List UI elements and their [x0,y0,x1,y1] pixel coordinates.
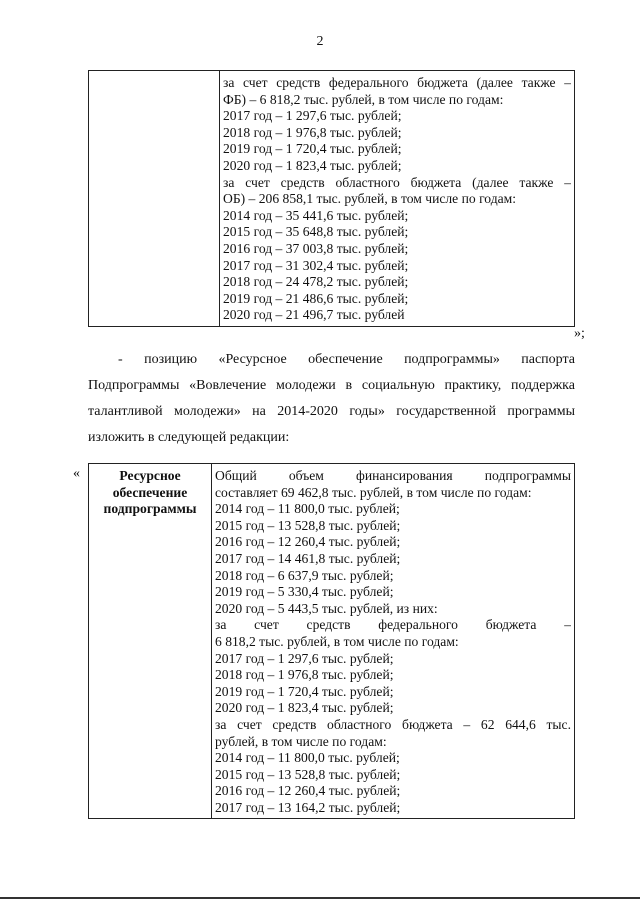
closing-quote-mark: »; [574,326,585,341]
table-line: 2019 год – 21 486,6 тыс. рублей; [223,290,409,306]
table-row [89,71,575,327]
header-line: Ресурсное [119,468,181,483]
funding-table-continued [88,70,575,327]
table-line: 2018 год – 1 976,8 тыс. рублей; [215,667,394,683]
table-line: 6 818,2 тыс. рублей, в том числе по годам: [215,633,459,649]
table-line: 2018 год – 6 637,9 тыс. рублей; [215,567,394,583]
table-line: 2020 год – 1 823,4 тыс. рублей; [215,700,394,716]
table-line: за счет средств федерального бюджета – [215,617,571,633]
amendment-paragraph [88,347,575,451]
table-line: за счет средств федерального бюджета (далее также – [223,75,571,90]
resource-provision-table [88,463,575,819]
paragraph-line: талантливой молодежи» на 2014-2020 годы» государственной программы [88,404,575,419]
table-line: 2020 год – 5 443,5 тыс. рублей, из них: [215,600,438,616]
table-line: 2020 год – 21 496,7 тыс. рублей [223,307,405,323]
table-line: Общий объем финансирования подпрограммы [215,468,571,483]
table-row [89,464,575,819]
table-line: 2018 год – 1 976,8 тыс. рублей; [223,124,402,140]
table-line: рублей, в том числе по годам: [215,733,387,749]
scan-edge-divider [0,897,640,899]
table-line: 2017 год – 1 297,6 тыс. рублей; [215,650,394,666]
table-line: 2015 год – 35 648,8 тыс. рублей; [223,224,409,240]
table-value-cell [212,464,575,819]
page-number: 2 [316,34,324,49]
paragraph-line: изложить в следующей редакции: [88,430,290,445]
table-line: за счет средств областного бюджета (далее также – [223,174,571,190]
table-line: 2015 год – 13 528,8 тыс. рублей; [215,766,401,782]
table-line: 2017 год – 31 302,4 тыс. рублей; [223,257,409,273]
table-line: 2016 год – 12 260,4 тыс. рублей; [215,783,401,799]
table-line: ФБ) – 6 818,2 тыс. рублей, в том числе по годам: [223,91,504,107]
table-line: составляет 69 462,8 тыс. рублей, в том числе по годам: [215,484,532,500]
table-line: 2017 год – 14 461,8 тыс. рублей; [215,550,401,566]
table-line: 2019 год – 1 720,4 тыс. рублей; [223,141,402,157]
table-line: 2016 год – 37 003,8 тыс. рублей; [223,240,409,256]
table-line: 2019 год – 1 720,4 тыс. рублей; [215,683,394,699]
header-line: подпрограммы [103,501,197,517]
table-line: 2016 год – 12 260,4 тыс. рублей; [215,534,401,550]
table-value-cell [220,71,575,327]
table-line: 2014 год – 35 441,6 тыс. рублей; [223,207,409,223]
table-line: 2017 год – 13 164,2 тыс. рублей; [215,799,401,815]
table-line: 2015 год – 13 528,8 тыс. рублей; [215,517,401,533]
table-line: за счет средств областного бюджета – 62 644,6 тыс. [215,716,571,732]
header-line: обеспечение [112,484,188,500]
table-line: ОБ) – 206 858,1 тыс. рублей, в том числе по годам: [223,191,517,207]
table-line: 2017 год – 1 297,6 тыс. рублей; [223,108,402,124]
table-line: 2020 год – 1 823,4 тыс. рублей; [223,157,402,173]
paragraph-line: Подпрограммы «Вовлечение молодежи в социальную практику, поддержка [88,378,575,393]
opening-quote-mark: « [73,466,80,481]
table-line: 2014 год – 11 800,0 тыс. рублей; [215,750,400,766]
table-label-cell [89,71,220,327]
table-line: 2014 год – 11 800,0 тыс. рублей; [215,501,400,517]
table-header-cell [89,464,212,819]
paragraph-line: - позицию «Ресурсное обеспечение подпрограммы» паспорта [118,352,575,367]
table-line: 2019 год – 5 330,4 тыс. рублей; [215,584,394,600]
table-line: 2018 год – 24 478,2 тыс. рублей; [223,274,409,290]
